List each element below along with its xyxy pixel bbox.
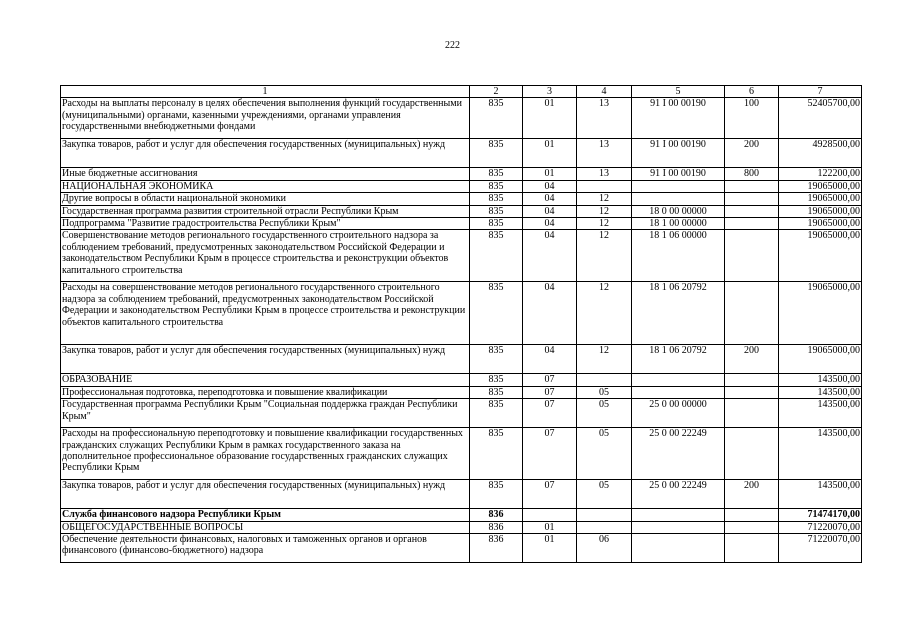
table-row [61, 374, 862, 386]
header-cell: 1 [61, 86, 470, 98]
cell-section: 07 [523, 386, 577, 398]
row-name: Государственная программа Республики Крым "Социальная поддержка граждан Республики Крым" [61, 399, 470, 428]
cell-expense-type: 100 [725, 98, 779, 139]
cell-ved: 835 [470, 386, 523, 398]
cell-ved: 835 [470, 205, 523, 217]
table-row [61, 509, 862, 521]
cell-ved: 835 [470, 98, 523, 139]
table-row [61, 168, 862, 180]
cell-target-article [632, 386, 725, 398]
cell-section: 04 [523, 193, 577, 205]
cell-expense-type [725, 399, 779, 428]
cell-expense-type [725, 180, 779, 192]
page-number: 222 [445, 40, 460, 51]
cell-target-article: 91 I 00 00190 [632, 98, 725, 139]
header-cell: 3 [523, 86, 577, 98]
cell-expense-type: 200 [725, 345, 779, 374]
cell-section: 04 [523, 205, 577, 217]
cell-section: 01 [523, 521, 577, 533]
cell-expense-type [725, 534, 779, 563]
row-name: Иные бюджетные ассигнования [61, 168, 470, 180]
header-cell: 5 [632, 86, 725, 98]
cell-amount: 143500,00 [779, 480, 862, 509]
cell-amount: 122200,00 [779, 168, 862, 180]
cell-section: 07 [523, 374, 577, 386]
table-row [61, 521, 862, 533]
row-name: ОБРАЗОВАНИЕ [61, 374, 470, 386]
header-cell: 4 [577, 86, 632, 98]
cell-amount: 143500,00 [779, 374, 862, 386]
row-name: Обеспечение деятельности финансовых, налоговых и таможенных органов и органов финансового (финансово-бюджетного) надзора [61, 534, 470, 563]
cell-subsection: 05 [577, 480, 632, 509]
cell-expense-type [725, 428, 779, 480]
cell-ved: 835 [470, 282, 523, 345]
cell-target-article: 25 0 00 00000 [632, 399, 725, 428]
cell-ved: 835 [470, 180, 523, 192]
row-name: Закупка товаров, работ и услуг для обеспечения государственных (муниципальных) нужд [61, 480, 470, 509]
table-row [61, 193, 862, 205]
cell-subsection: 13 [577, 139, 632, 168]
row-name: Расходы на профессиональную переподготовку и повышение квалификации государственных гражданских служащих Республики Крым в рамках государственного заказа на дополнительное профессиональное образование государственных гражданских служащих Республики Крым [61, 428, 470, 480]
cell-expense-type [725, 282, 779, 345]
table-row [61, 218, 862, 230]
cell-target-article [632, 521, 725, 533]
cell-expense-type [725, 205, 779, 217]
cell-ved: 835 [470, 168, 523, 180]
cell-expense-type [725, 193, 779, 205]
header-row [61, 86, 862, 98]
cell-amount: 143500,00 [779, 399, 862, 428]
table-row [61, 180, 862, 192]
cell-amount: 71474170,00 [779, 509, 862, 521]
cell-subsection: 13 [577, 168, 632, 180]
table-row [61, 205, 862, 217]
cell-target-article [632, 534, 725, 563]
cell-subsection: 12 [577, 282, 632, 345]
row-name: Расходы на выплаты персоналу в целях обеспечения выполнения функций государственными (муниципальными) органами, казенными учреждениями, органами управления государственными внебюджетными фондами [61, 98, 470, 139]
cell-target-article: 18 0 00 00000 [632, 205, 725, 217]
cell-target-article: 25 0 00 22249 [632, 428, 725, 480]
cell-ved: 835 [470, 428, 523, 480]
row-name: Служба финансового надзора Республики Крым [61, 509, 470, 521]
cell-expense-type [725, 509, 779, 521]
cell-expense-type [725, 374, 779, 386]
cell-ved: 835 [470, 345, 523, 374]
cell-subsection [577, 509, 632, 521]
cell-expense-type [725, 218, 779, 230]
cell-section: 04 [523, 218, 577, 230]
cell-amount: 19065000,00 [779, 230, 862, 282]
cell-ved: 835 [470, 139, 523, 168]
row-name: Закупка товаров, работ и услуг для обеспечения государственных (муниципальных) нужд [61, 345, 470, 374]
table-row [61, 98, 862, 139]
cell-expense-type: 800 [725, 168, 779, 180]
cell-amount: 52405700,00 [779, 98, 862, 139]
cell-ved: 835 [470, 193, 523, 205]
cell-target-article [632, 180, 725, 192]
cell-target-article [632, 509, 725, 521]
cell-target-article: 25 0 00 22249 [632, 480, 725, 509]
header-cell: 7 [779, 86, 862, 98]
row-name: ОБЩЕГОСУДАРСТВЕННЫЕ ВОПРОСЫ [61, 521, 470, 533]
cell-expense-type: 200 [725, 480, 779, 509]
cell-amount: 19065000,00 [779, 218, 862, 230]
cell-amount: 19065000,00 [779, 282, 862, 345]
table-row [61, 139, 862, 168]
cell-amount: 4928500,00 [779, 139, 862, 168]
cell-expense-type: 200 [725, 139, 779, 168]
cell-target-article: 91 I 00 00190 [632, 139, 725, 168]
cell-section: 07 [523, 480, 577, 509]
cell-subsection [577, 521, 632, 533]
cell-target-article: 18 1 06 20792 [632, 282, 725, 345]
row-name: Закупка товаров, работ и услуг для обеспечения государственных (муниципальных) нужд [61, 139, 470, 168]
cell-section: 04 [523, 230, 577, 282]
cell-section: 01 [523, 534, 577, 563]
cell-section [523, 509, 577, 521]
cell-section: 04 [523, 345, 577, 374]
cell-subsection: 13 [577, 98, 632, 139]
cell-section: 04 [523, 180, 577, 192]
table-row [61, 480, 862, 509]
cell-subsection: 12 [577, 205, 632, 217]
cell-subsection: 12 [577, 218, 632, 230]
cell-subsection: 12 [577, 193, 632, 205]
cell-ved: 836 [470, 534, 523, 563]
cell-ved: 835 [470, 399, 523, 428]
cell-amount: 143500,00 [779, 386, 862, 398]
cell-subsection: 05 [577, 428, 632, 480]
cell-subsection [577, 180, 632, 192]
table-row [61, 386, 862, 398]
cell-target-article [632, 193, 725, 205]
cell-section: 07 [523, 428, 577, 480]
cell-section: 01 [523, 98, 577, 139]
cell-amount: 19065000,00 [779, 180, 862, 192]
budget-table [60, 85, 862, 563]
cell-subsection: 12 [577, 230, 632, 282]
cell-amount: 143500,00 [779, 428, 862, 480]
cell-target-article: 18 1 06 00000 [632, 230, 725, 282]
cell-subsection [577, 374, 632, 386]
cell-amount: 19065000,00 [779, 205, 862, 217]
header-cell: 2 [470, 86, 523, 98]
cell-ved: 835 [470, 218, 523, 230]
table-row [61, 282, 862, 345]
cell-subsection: 05 [577, 399, 632, 428]
cell-subsection: 12 [577, 345, 632, 374]
cell-section: 07 [523, 399, 577, 428]
cell-expense-type [725, 521, 779, 533]
cell-section: 01 [523, 168, 577, 180]
cell-ved: 836 [470, 509, 523, 521]
row-name: НАЦИОНАЛЬНАЯ ЭКОНОМИКА [61, 180, 470, 192]
cell-amount: 71220070,00 [779, 521, 862, 533]
cell-target-article: 91 I 00 00190 [632, 168, 725, 180]
row-name: Другие вопросы в области национальной экономики [61, 193, 470, 205]
cell-expense-type [725, 230, 779, 282]
cell-target-article: 18 1 00 00000 [632, 218, 725, 230]
cell-ved: 835 [470, 480, 523, 509]
table-row [61, 345, 862, 374]
row-name: Подпрограмма "Развитие градостроительства Республики Крым" [61, 218, 470, 230]
cell-ved: 835 [470, 230, 523, 282]
cell-amount: 19065000,00 [779, 345, 862, 374]
table-row [61, 428, 862, 480]
cell-amount: 71220070,00 [779, 534, 862, 563]
cell-ved: 836 [470, 521, 523, 533]
cell-ved: 835 [470, 374, 523, 386]
table-row [61, 534, 862, 563]
cell-section: 04 [523, 282, 577, 345]
row-name: Расходы на совершенствование методов регионального государственного строительного надзора за соблюдением требований, предусмотренных законодательством Российской Федерации и законодательством Республики Крым в процессе строительства и реконструкции объектов капитального строительства [61, 282, 470, 345]
table-row [61, 230, 862, 282]
row-name: Совершенствование методов регионального государственного строительного надзора за соблюдением требований, предусмотренных законодательством Российской Федерации и законодательством Республики Крым в процессе строительства и реконструкции объектов капитального строительства [61, 230, 470, 282]
cell-expense-type [725, 386, 779, 398]
cell-amount: 19065000,00 [779, 193, 862, 205]
table-row [61, 399, 862, 428]
cell-target-article [632, 374, 725, 386]
row-name: Государственная программа развития строительной отрасли Республики Крым [61, 205, 470, 217]
cell-subsection: 06 [577, 534, 632, 563]
header-cell: 6 [725, 86, 779, 98]
row-name: Профессиональная подготовка, переподготовка и повышение квалификации [61, 386, 470, 398]
cell-target-article: 18 1 06 20792 [632, 345, 725, 374]
cell-section: 01 [523, 139, 577, 168]
cell-subsection: 05 [577, 386, 632, 398]
